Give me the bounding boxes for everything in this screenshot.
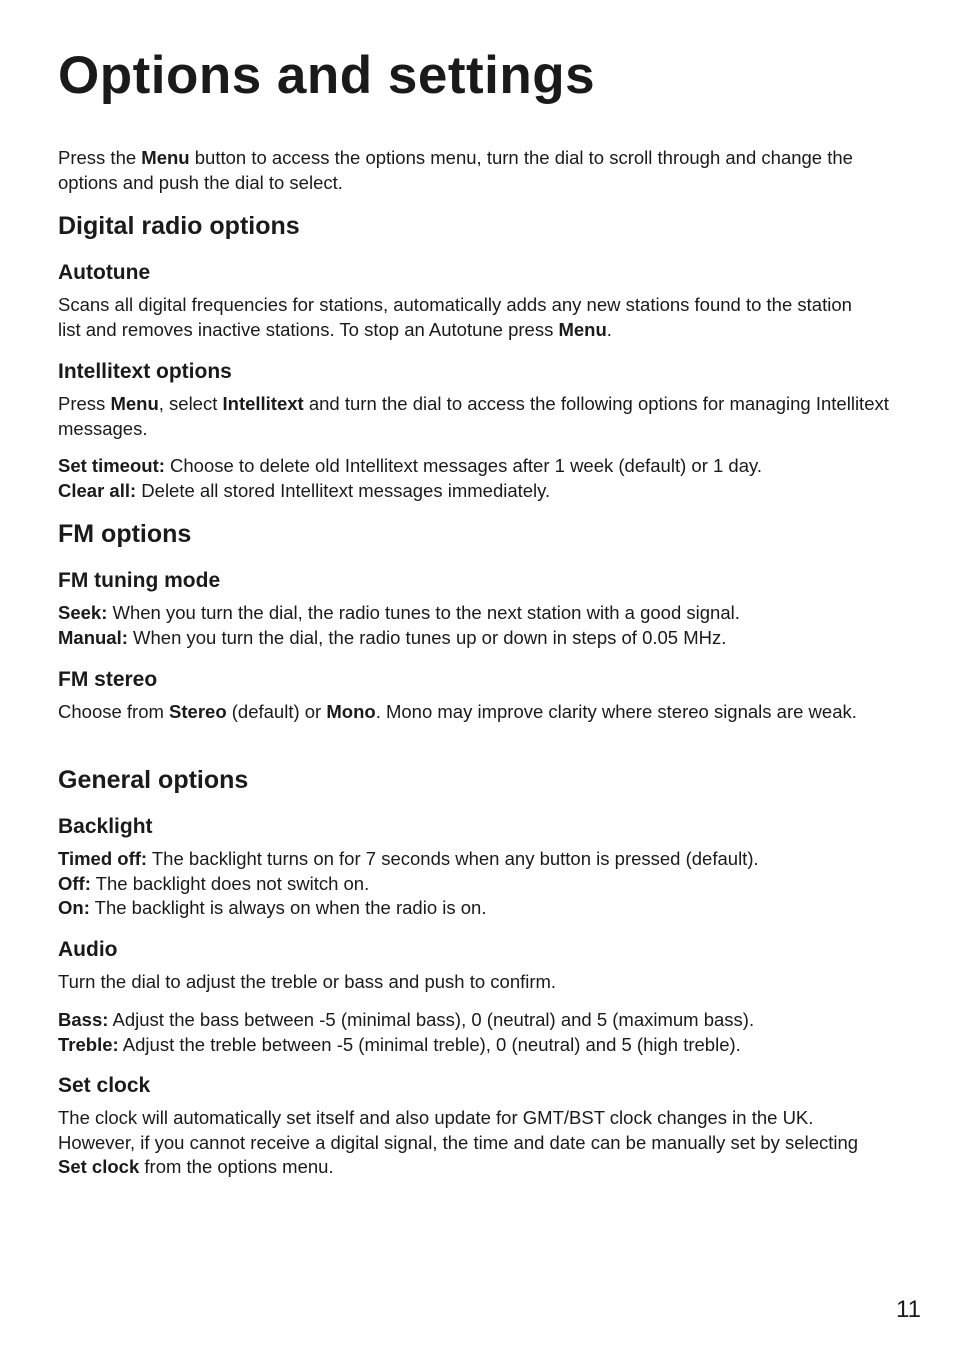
intellitext-options-list (58, 454, 762, 503)
digital-radio-options-heading: Digital radio options (58, 212, 300, 240)
clock-text-1: The clock will automatically set itself and also update for GMT/BST clock changes in the UK. However, if you cannot receive a digital signal, the time and date can be manually set by selecting (58, 1107, 859, 1153)
page-number: 11 (896, 1296, 921, 1323)
on-text: The backlight is always on when the radio is on. (89, 897, 487, 918)
manual-text: When you turn the dial, the radio tunes up or down in steps of 0.05 MHz. (127, 626, 727, 648)
manual-label: Manual: (58, 626, 128, 648)
off-label: Off: (58, 872, 91, 894)
clear-all-text: Delete all stored Intellitext messages immediately. (136, 479, 551, 501)
autotune-paragraph (58, 293, 858, 342)
intellitext-text-1: Press (58, 393, 111, 414)
treble-label: Treble: (58, 1033, 119, 1055)
audio-heading: Audio (58, 938, 118, 961)
menu-term: Menu (558, 318, 607, 340)
menu-term: Menu (141, 147, 190, 168)
set-clock-term: Set clock (58, 1156, 140, 1177)
intellitext-heading: Intellitext options (58, 360, 232, 383)
autotune-text-2: . (606, 318, 612, 340)
bass-text: Adjust the bass between -5 (minimal bass), 0 (neutral) and 5 (maximum bass). (108, 1009, 755, 1030)
backlight-heading: Backlight (58, 815, 153, 838)
intellitext-text-2: , select (158, 393, 223, 414)
off-text: The backlight does not switch on. (90, 872, 370, 894)
intro-text-2: button to access the options menu, turn the dial to scroll through and change the options and push the dial to select. (58, 147, 853, 193)
stereo-text-3: . Mono may improve clarity where stereo signals are weak. (375, 701, 857, 722)
bass-label: Bass: (58, 1009, 109, 1030)
audio-intro: Turn the dial to adjust the treble or bass and push to confirm. (58, 971, 557, 992)
timed-off-label: Timed off: (58, 848, 148, 869)
intro-paragraph (58, 146, 898, 195)
intro-text-1: Press the (58, 147, 142, 168)
clear-all-label: Clear all: (58, 479, 137, 501)
menu-term: Menu (110, 393, 159, 414)
stereo-text-2: (default) or (226, 701, 327, 722)
audio-list (58, 1008, 754, 1057)
page-title: Options and settings (58, 46, 596, 105)
fm-tuning-list (58, 601, 740, 650)
autotune-heading: Autotune (58, 261, 151, 284)
stereo-text-1: Choose from (58, 701, 170, 722)
set-clock-paragraph (58, 1106, 878, 1180)
fm-tuning-mode-heading: FM tuning mode (58, 569, 221, 592)
on-label: On: (58, 897, 90, 918)
timed-off-text: The backlight turns on for 7 seconds when any button is pressed (default). (147, 848, 759, 869)
mono-term: Mono (326, 701, 376, 722)
clock-text-2: from the options menu. (139, 1156, 334, 1177)
set-timeout-text: Choose to delete old Intellitext messages after 1 week (default) or 1 day. (164, 455, 763, 476)
fm-stereo-heading: FM stereo (58, 668, 158, 691)
fm-stereo-paragraph (58, 700, 868, 725)
set-clock-heading: Set clock (58, 1074, 151, 1097)
backlight-list (58, 847, 759, 921)
intellitext-text-3: and turn the dial to access the following options for managing Intellitext messages. (58, 393, 889, 439)
intellitext-paragraph (58, 392, 898, 441)
stereo-term: Stereo (169, 701, 227, 722)
general-options-heading: General options (58, 766, 249, 794)
seek-text: When you turn the dial, the radio tunes to the next station with a good signal. (107, 602, 740, 623)
seek-label: Seek: (58, 602, 108, 623)
set-timeout-label: Set timeout: (58, 455, 165, 476)
treble-text: Adjust the treble between -5 (minimal treble), 0 (neutral) and 5 (high treble). (118, 1033, 741, 1055)
fm-options-heading: FM options (58, 520, 192, 548)
intellitext-term: Intellitext (222, 393, 304, 414)
autotune-text-1: Scans all digital frequencies for stations, automatically adds any new stations found to the station list and removes inactive stations. To stop an Autotune press (58, 294, 852, 340)
